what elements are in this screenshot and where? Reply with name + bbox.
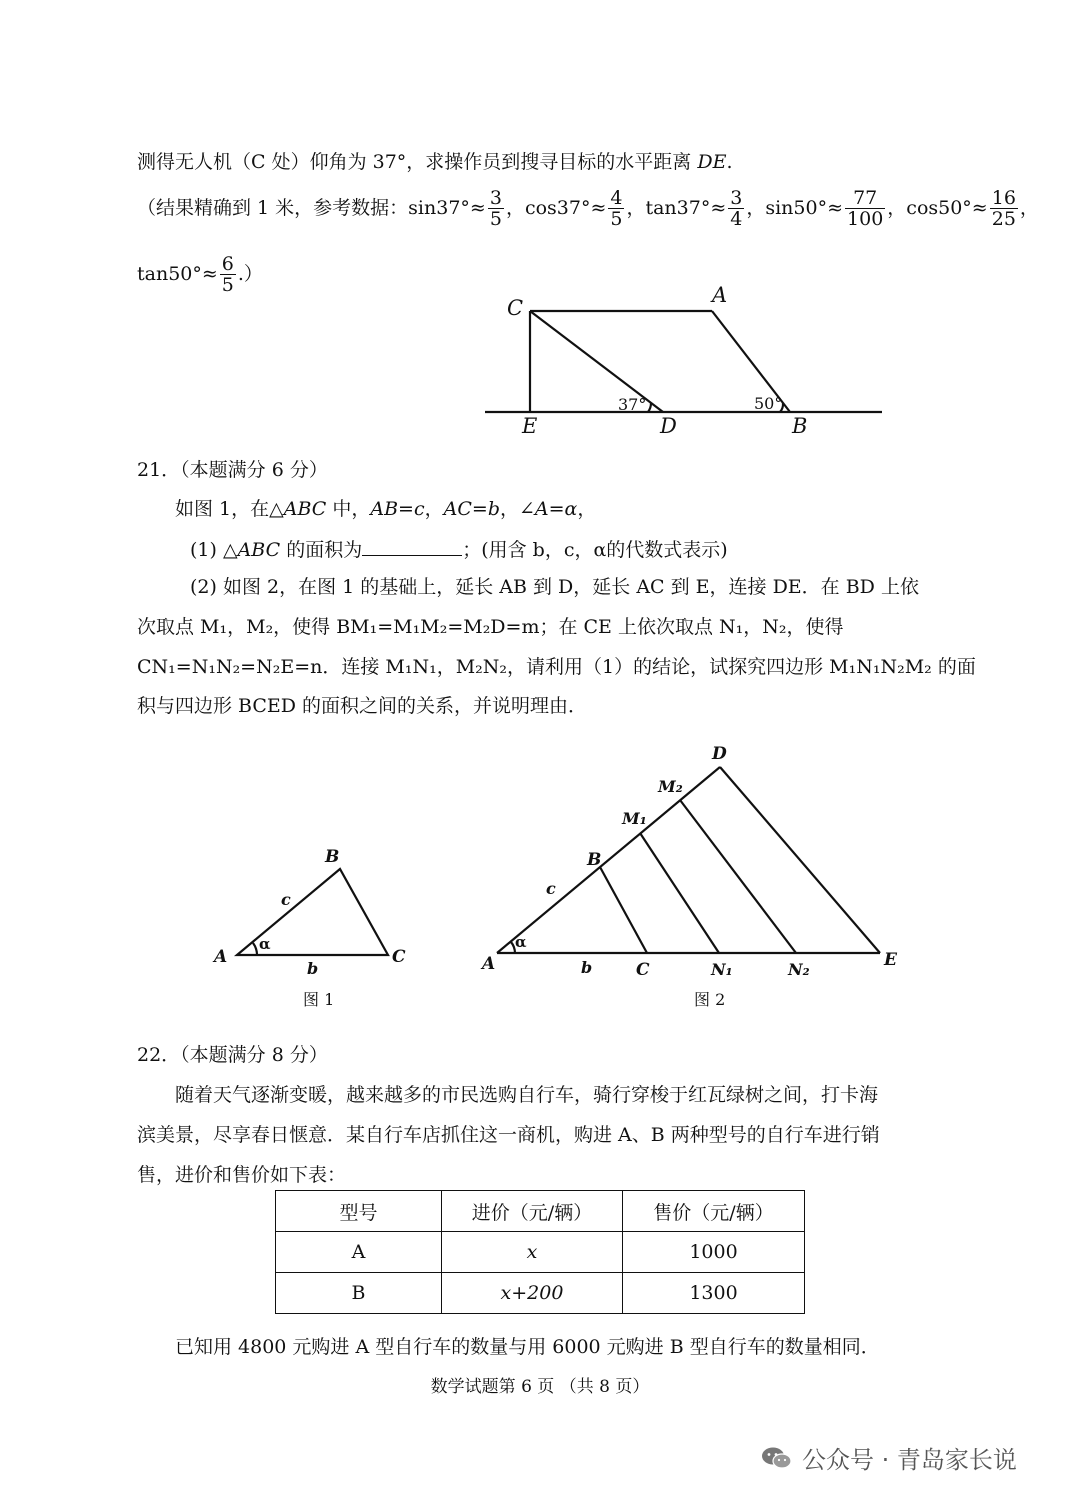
fig1-label-side-b: b: [307, 959, 319, 978]
tan37-fraction: $\frac{3}{4}$: [730, 186, 743, 230]
fig2-label-m1: M₁: [622, 809, 647, 828]
q21-intro: 如图 1，在△ABC 中，AB=c，AC=b，∠A=α，: [175, 498, 597, 520]
fig2-label-side-c: c: [546, 879, 556, 898]
sin50-fraction: $\frac{77}{100}$: [847, 186, 884, 230]
label-b: B: [792, 414, 808, 438]
label-d: D: [660, 414, 677, 438]
q20-reference-data: （结果精确到 1 米，参考数据：sin37°≈ $\frac{3}{5}$ ，cos37°≈ $\frac{4}{5}$ ，tan37°≈ $\frac{3}{4}$ ，sin50°≈ $\frac{77}{100}$ ，cos50°≈ $\frac{16}{25}$ ，: [137, 186, 1039, 230]
angle-d-label: 37°: [618, 395, 647, 414]
watermark-text: 公众号 · 青岛家长说: [802, 1446, 1017, 1474]
fig2-label-side-b: b: [581, 958, 593, 977]
page-footer: 数学试题第 6 页 （共 8 页）: [430, 1377, 650, 1397]
table-cell: x+200: [442, 1273, 623, 1314]
table-header: 售价（元/辆）: [623, 1191, 805, 1232]
fig1-caption: 图 1: [303, 990, 335, 1009]
table-cell: B: [276, 1273, 442, 1314]
table-row: [276, 1273, 805, 1314]
table-cell: x: [442, 1232, 623, 1273]
fig1-label-side-c: c: [281, 890, 291, 909]
label-e: E: [522, 414, 538, 438]
cos37-fraction: $\frac{4}{5}$: [610, 186, 623, 230]
q21-part2-line4: 积与四边形 BCED 的面积之间的关系，并说明理由．: [137, 695, 588, 717]
q22-title: 22．（本题满分 8 分）: [137, 1044, 328, 1066]
q20-figure: [0, 0, 1080, 450]
q21-figures: [0, 730, 1080, 1030]
fig2-label-b: B: [587, 850, 602, 870]
q22-line4: 已知用 4800 元购进 A 型自行车的数量与用 6000 元购进 B 型自行车的数量相同．: [175, 1336, 880, 1358]
segment-ad: [497, 767, 720, 953]
segment-m1n1: [640, 833, 719, 953]
q22-line2: 滨美景，尽享春日惬意．某自行车店抓住这一商机，购进 A、B 两种型号的自行车进行销: [137, 1124, 880, 1146]
fig2-label-m2: M₂: [658, 777, 683, 796]
fig1-label-alpha: α: [259, 935, 271, 953]
fig2-label-d: D: [712, 744, 727, 764]
table-cell: 1300: [623, 1273, 805, 1314]
table-header: 进价（元/辆）: [442, 1191, 623, 1232]
fig1-label-b: B: [325, 847, 340, 867]
table-header-row: [276, 1191, 805, 1232]
table-cell: A: [276, 1232, 442, 1273]
segment-bc: [600, 867, 647, 953]
table-row: [276, 1232, 805, 1273]
figure-2: [497, 767, 880, 953]
q21-part2-line1: (2) 如图 2，在图 1 的基础上，延长 AB 到 D，延长 AC 到 E，连接 DE．在 BD 上依: [190, 576, 919, 598]
q22-line1: 随着天气逐渐变暖，越来越多的市民选购自行车，骑行穿梭于红瓦绿树之间，打卡海: [175, 1084, 879, 1106]
fig2-label-n1: N₁: [711, 960, 733, 979]
wechat-icon: [760, 1446, 794, 1470]
angle-d-arc: [648, 403, 651, 412]
fig2-label-c: C: [636, 960, 650, 980]
fig2-label-n2: N₂: [788, 960, 810, 979]
fig1-label-c: C: [392, 947, 406, 967]
q20-reference-tan50: tan50°≈ $\frac{6}{5}$ .）: [137, 252, 263, 296]
cos50-fraction: $\frac{16}{25}$: [991, 186, 1016, 230]
angle-b-label: 50°: [754, 394, 783, 413]
q21-part2-line2: 次取点 M₁，M₂，使得 BM₁=M₁M₂=M₂D=m；在 CE 上依次取点 N₁，N₂，使得: [137, 616, 844, 638]
q22-line3: 售，进价和售价如下表：: [137, 1164, 347, 1186]
watermark: [760, 1440, 1017, 1475]
label-a: A: [712, 283, 728, 307]
fig1-label-a: A: [214, 947, 228, 967]
answer-blank[interactable]: [362, 537, 462, 556]
q21-title: 21．（本题满分 6 分）: [137, 459, 328, 481]
sin37-fraction: $\frac{3}{5}$: [489, 186, 502, 230]
fig2-label-e: E: [884, 950, 897, 970]
q20-line1: 测得无人机（C 处）仰角为 37°，求操作员到搜寻目标的水平距离 DE.: [137, 151, 733, 173]
q21-part1: (1) △ABC 的面积为 ；(用含 b，c，α的代数式表示): [190, 539, 728, 561]
table-header: 型号: [276, 1191, 442, 1232]
fig2-label-a: A: [482, 954, 496, 974]
q21-part2-line3: CN₁=N₁N₂=N₂E=n．连接 M₁N₁，M₂N₂，请利用（1）的结论，试探究四边形 M₁N₁N₂M₂ 的面: [137, 656, 976, 678]
fig2-caption: 图 2: [694, 990, 726, 1009]
angle-alpha-arc-fig1: [253, 943, 257, 955]
segment-de: [720, 767, 880, 953]
label-c: C: [507, 296, 524, 320]
price-table: [275, 1190, 805, 1314]
segment-m2n2: [680, 800, 796, 953]
tan50-fraction: $\frac{6}{5}$: [221, 252, 234, 296]
table-cell: 1000: [623, 1232, 805, 1273]
fig2-label-alpha: α: [515, 933, 527, 951]
